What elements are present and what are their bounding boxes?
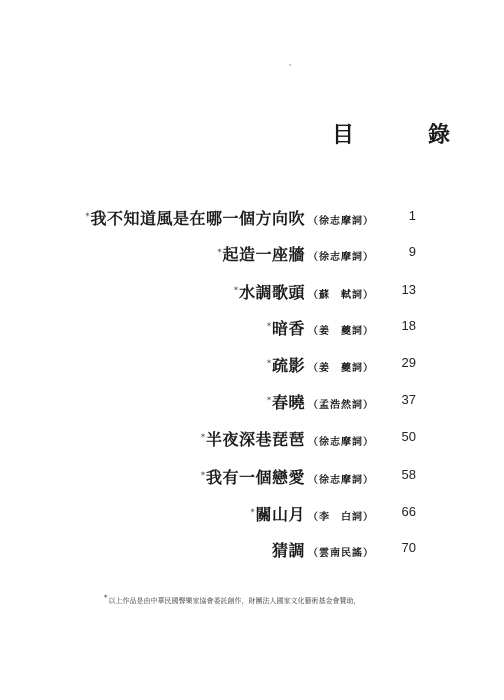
entry-author: （孟浩然詞）: [308, 400, 374, 411]
entry-author: （徐志摩詞）: [308, 437, 374, 448]
toc-entry[interactable]: [85, 206, 374, 229]
page-number: 58: [401, 467, 416, 482]
page-number: 66: [401, 504, 416, 519]
footnote-mark: *: [200, 471, 205, 480]
entry-title: 我有一個戀愛: [205, 468, 305, 487]
entry-author: （徐志摩詞）: [308, 475, 374, 486]
footnote-mark: *: [104, 594, 108, 602]
toc-entry[interactable]: [267, 390, 374, 413]
entry-title: 水調歌頭: [238, 283, 305, 302]
entry-title: 起造一座牆: [222, 245, 305, 264]
toc-entry[interactable]: [234, 280, 374, 303]
entry-author: （徐志摩詞）: [308, 252, 374, 263]
toc-entry[interactable]: [267, 353, 374, 376]
entry-title: 關山月: [255, 505, 305, 524]
entry-title: 疏影: [271, 356, 305, 375]
entry-title: 半夜深巷琵琶: [205, 430, 305, 449]
footnote-text: 以上作品是由中華民國聲樂家協會委託創作，財團法人國家文化藝術基金會贊助，: [108, 597, 361, 605]
scan-speck: [289, 64, 291, 66]
footnote-mark: *: [85, 212, 90, 221]
toc-entry[interactable]: [217, 242, 374, 265]
page-number: 13: [401, 282, 416, 297]
entry-title: 猜調: [271, 541, 305, 560]
entry-title: 春曉: [271, 393, 305, 412]
page-number: 9: [408, 244, 416, 259]
toc-entry[interactable]: [271, 538, 374, 561]
page-title: 目 錄: [332, 122, 477, 148]
footnote-mark: *: [217, 248, 222, 257]
entry-author: （徐志摩詞）: [308, 216, 374, 227]
footnote-mark: *: [266, 396, 271, 405]
page-number: 1: [408, 208, 416, 223]
entry-author: （雲南民謠）: [308, 548, 374, 559]
entry-title: 暗香: [271, 319, 305, 338]
page-number: 37: [401, 392, 416, 407]
entry-author: （姜 夔詞）: [308, 326, 374, 337]
page-number: 29: [401, 355, 416, 370]
footnote-mark: *: [200, 433, 205, 442]
footnote-mark: *: [233, 286, 238, 295]
toc-entry[interactable]: [267, 316, 374, 339]
entry-title: 我不知道風是在哪一個方向吹: [90, 209, 305, 228]
entry-author: （蘇 軾詞）: [308, 290, 374, 301]
toc-entry[interactable]: [250, 502, 374, 525]
footnote-mark: *: [266, 322, 271, 331]
entry-author: （李 白詞）: [308, 512, 374, 523]
footnote-mark: *: [250, 508, 255, 517]
toc-entry[interactable]: [201, 465, 374, 488]
footnote: [104, 596, 361, 606]
page-number: 50: [401, 429, 416, 444]
page-number: 18: [401, 318, 416, 333]
page-number: 70: [401, 540, 416, 555]
toc-entry[interactable]: [201, 427, 374, 450]
entry-author: （姜 夔詞）: [308, 363, 374, 374]
footnote-mark: *: [266, 359, 271, 368]
